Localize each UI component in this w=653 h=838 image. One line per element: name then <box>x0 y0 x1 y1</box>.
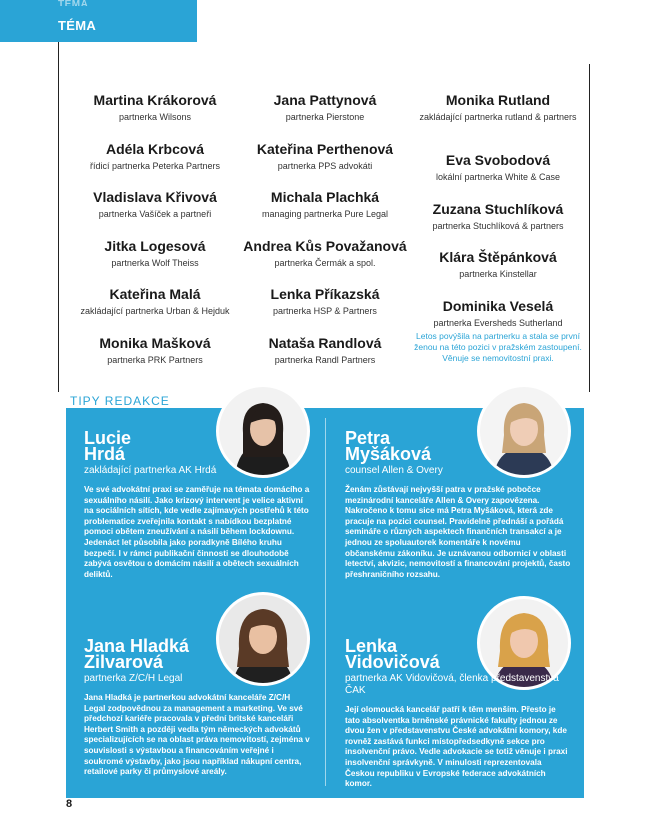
tip-name-first: Lenka <box>345 636 398 656</box>
page-number: 8 <box>66 798 73 810</box>
person-name: Nataša Randlová <box>268 334 382 351</box>
person-role: partnerka Eversheds Sutherland <box>433 317 563 328</box>
tips-divider <box>325 418 326 786</box>
tip-card-petra-mysakova <box>345 430 571 580</box>
tip-name-last: Hrdá <box>84 444 126 464</box>
person-name: Adéla Krbcová <box>105 140 205 157</box>
tip-role: counsel Allen & Overy <box>345 465 443 476</box>
tip-card-lucie-hrda <box>84 430 310 580</box>
person-entry <box>236 92 414 141</box>
tip-bio: Ve své advokátní praxi se zaměřuje na témata domácího a sexuálního násilí. Jako krizový intervent je velice aktivní na sociálních sítích, kde vedle zajímavých postřehů k této problematice zveřejnila kontakt s nabídkou bezplatné pomoci obětem zneužívání a násilí během lockdownu. Jedenáct let působila jako poradkyně Bílého kruhu bezpečí. I v rámci publikační činnosti se dlouhodobě zabývá osvětou o domácím násilí a obětech sexuálních deliktů. <box>84 485 310 579</box>
person-role: partnerka HSP & Partners <box>273 306 377 316</box>
person-name: Eva Svobodová <box>445 152 551 168</box>
tip-name-last: Vidovičová <box>345 652 440 672</box>
tip-role: partnerka AK Vidovičová, členka představenstva ČAK <box>345 673 559 696</box>
person-entry <box>409 92 587 152</box>
person-name: Kateřina Perthenová <box>256 140 394 157</box>
person-name: Dominika Veselá <box>442 297 554 314</box>
person-name: Martina Krákorová <box>93 92 217 108</box>
names-column-1 <box>66 92 244 383</box>
person-entry <box>409 201 587 250</box>
person-role: lokální partnerka White & Case <box>435 172 561 182</box>
person-role: partnerka Čermák a spol. <box>274 257 376 268</box>
person-entry <box>409 152 587 201</box>
tip-card-lenka-vidovicova <box>345 638 571 790</box>
person-name: Jitka Logesová <box>104 237 206 254</box>
person-name: Andrea Kůs Považanová <box>243 237 407 254</box>
tips-heading: TIPY REDAKCE <box>70 394 170 408</box>
person-role: partnerka Kinstellar <box>459 269 537 279</box>
person-entry <box>66 141 244 190</box>
person-entry <box>236 286 414 335</box>
person-entry <box>66 92 244 141</box>
tip-role: zakládající partnerka AK Hrdá <box>84 465 217 476</box>
right-rule <box>589 64 590 392</box>
person-role: partnerka Stuchlíková & partners <box>432 220 564 231</box>
person-entry <box>236 335 414 384</box>
person-name: Monika Rutland <box>445 92 551 108</box>
person-name: Monika Mašková <box>99 334 211 351</box>
person-entry <box>66 335 244 384</box>
tip-card-jana-hladka-zilvarova <box>84 638 310 778</box>
tip-role: partnerka Z/C/H Legal <box>84 673 183 684</box>
person-role: partnerka Wolf Theiss <box>111 257 199 268</box>
person-entry <box>236 141 414 190</box>
person-role: zakládající partnerka rutland & partners <box>419 112 577 122</box>
person-name: Klára Štěpánková <box>439 249 557 265</box>
person-role: zakládající partnerka Urban & Hejduk <box>80 306 230 316</box>
promotion-note: Letos povýšila na partnerku a stala se první ženou na této pozici v pražském zastoupení. Věnuje se nemovitostní praxi. <box>414 330 582 363</box>
person-role: partnerka Wilsons <box>118 112 192 122</box>
names-column-3 <box>409 92 587 364</box>
person-entry <box>236 238 414 287</box>
tip-name-last: Myšáková <box>345 444 432 464</box>
tip-name-first: Lucie <box>84 428 132 448</box>
person-role: řídicí partnerka Peterka Partners <box>89 160 221 171</box>
tip-bio: Ženám zůstávají nejvyšší patra v pražské pobočce mezinárodní kanceláře Allen & Overy zapovězena. Nakročeno k tomu sice má Petra Myšáková, která zde pracuje na pozici counsel. Pravidelně přednáší a pořádá semináře o různých aspektech finančních transakcí a je jednou ze spoluautorek komentáře k novému občanskému zákoníku. Je uznávanou odbornicí v oblasti letectví, akvizic, nemovitostí a financování projektů, často přeshraničního rozsahu. <box>345 485 571 579</box>
left-rule <box>58 42 59 392</box>
person-role: managing partnerka Pure Legal <box>261 209 389 219</box>
person-role: partnerka PPS advokáti <box>277 160 373 171</box>
person-name: Vladislava Křivová <box>93 189 217 205</box>
tip-name-first: Jana Hladká <box>84 636 190 656</box>
section-tab <box>0 0 197 42</box>
person-role: partnerka Randl Partners <box>274 354 376 365</box>
person-entry <box>409 249 587 298</box>
tip-bio: Její olomoucká kancelář patří k těm menším. Přesto je tato absolventka brněnské právnické fakulty jednou ze dvou žen v představenstvu České advokátní komory, kde rovněž zastává funkci místopředsedkyně sekce pro insolvenční právo. Vedle advokacie se totiž věnuje i praxi insolvenční správkyně. V minulosti reprezentovala Českou republiku v Evropské federace advokátních komor. <box>345 705 568 789</box>
person-name: Lenka Příkazská <box>270 286 380 302</box>
person-role: partnerka Vašíček a partneři <box>98 209 212 219</box>
person-name: Zuzana Stuchlíková <box>432 200 564 217</box>
tip-name-last: Zilvarová <box>84 652 164 672</box>
person-entry <box>236 189 414 238</box>
person-name: Kateřina Malá <box>109 286 201 302</box>
person-name: Michala Plachká <box>270 189 380 205</box>
section-tab-label: TÉMA <box>58 18 97 33</box>
person-role: partnerka Pierstone <box>285 112 365 122</box>
tip-name-first: Petra <box>345 428 391 448</box>
person-entry <box>66 286 244 335</box>
person-entry <box>66 238 244 287</box>
person-name: Jana Pattynová <box>273 92 377 108</box>
person-entry <box>409 298 587 329</box>
person-role: partnerka PRK Partners <box>107 354 203 365</box>
tip-bio: Jana Hladká je partnerkou advokátní kanceláře Z/C/H Legal zodpovědnou za management a marketing. Ve své předchozí kariéře pracovala v přední britské kanceláři Herbert Smith a později vedla tým německých advokátů specializujících se na oblast práva nemovitostí, zejména v souvislosti s výstavbou a financováním veřejné i soukromé výstavby, jako jsou například nákupní centra, retailové parky či průmyslové areály. <box>84 693 310 777</box>
section-tab-ghost: TÉMA <box>58 0 89 6</box>
person-entry <box>66 189 244 238</box>
names-column-2 <box>236 92 414 383</box>
